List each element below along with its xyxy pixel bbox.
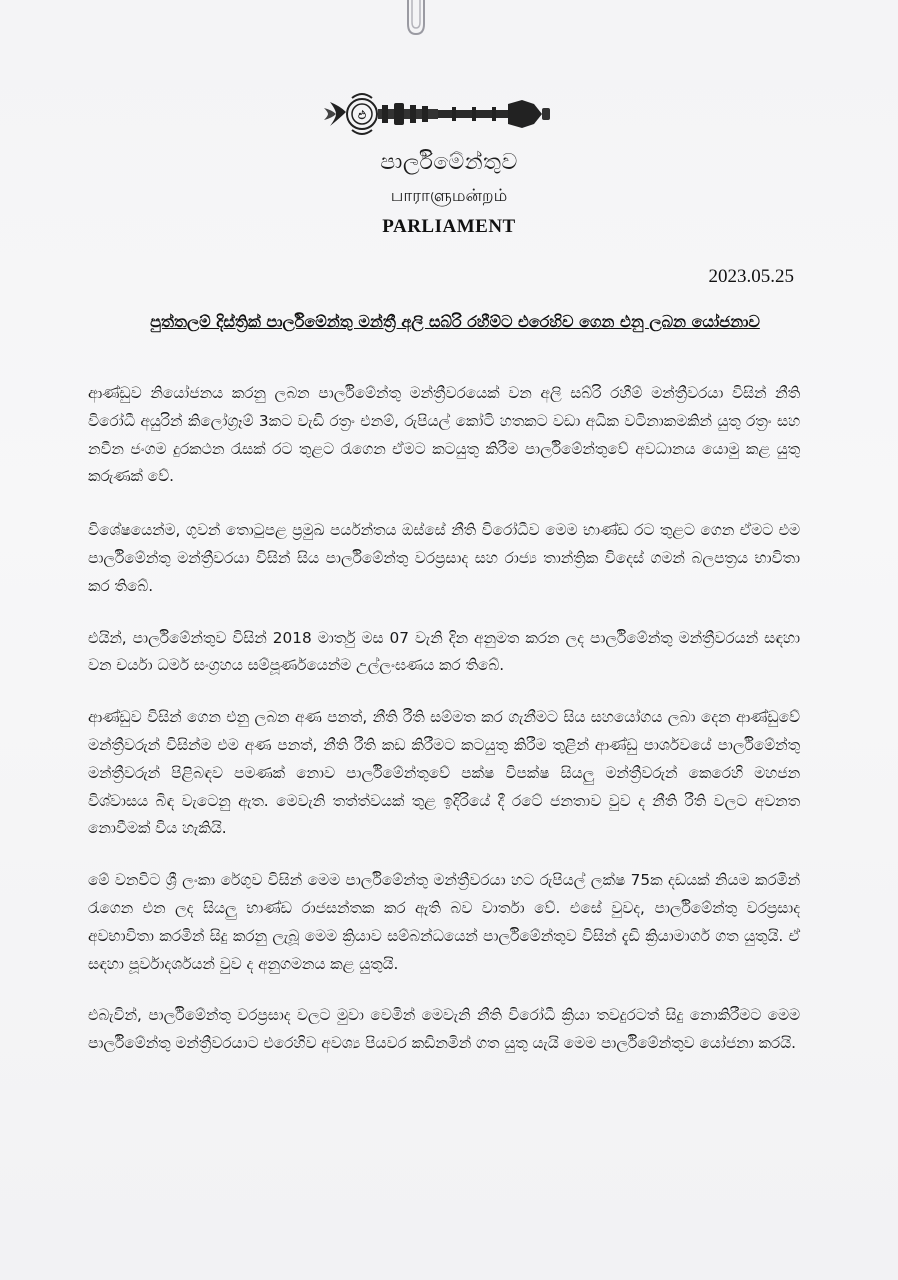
- parliament-name-sinhala: පාර්ලිමේන්තුව: [380, 150, 518, 175]
- paper-clip-icon: [402, 0, 430, 38]
- document-date: 2023.05.25: [708, 266, 794, 287]
- paragraph: ආණ්ඩුව විසින් ගෙන එනු ලබන අණ පනත්, නීති රීති සම්මත කර ගැනීමට සිය සහයෝගය ලබා දෙන ආණ්ඩුවේ මන්ත්‍රීවරුන් විසින්ම එම අණ පනත්, නීති රීති කඩ කිරීමට කටයුතු කිරීම තුළින් ආණ්ඩු පාර්ශවයේ පාර්ලිමේන්තු මන්ත්‍රීවරුන් පිළිබඳව පමණක් නොව පාර්ලිමේන්තුවේ පක්ෂ විපක්ෂ සියලු මන්ත්‍රීවරුන් කෙරෙහි මහජන විශ්වාසය බිඳ වැටෙනු ඇත. මෙවැනි තත්ත්වයක් තුළ ඉදිරියේ දී රටේ ජනතාව වුව ද නීති රීති වලට අවනත නොවීමක් විය හැකියි.: [88, 708, 800, 838]
- paragraph: එබැවින්, පාර්ලිමේන්තු වරප්‍රසාද වලට මුවා වෙමින් මෙවැනි නීති විරෝධී ක්‍රියා තවදුරටත් සිදු නොකිරීමට මෙම පාර්ලිමේන්තු මන්ත්‍රීවරයාට එරෙහිව අවශ්‍ය පියවර කඩිනමින් ගත යුතු යැයි මෙම පාර්ලිමේන්තුව යෝජනා කරයි.: [88, 1006, 800, 1053]
- motion-title: පුත්තලම් දිස්ත්‍රික් පාර්ලිමේන්තු මන්ත්‍රී අලි සබ්රි රහීම්ට එරෙහිව ගෙන එනු ලබන යෝජනාව: [150, 312, 760, 331]
- paragraph: එයින්, පාර්ලිමේන්තුව විසින් 2018 මාර්තු මස 07 වැනි දින අනුමත කරන ලද පාර්ලිමේන්තු මන්ත්‍රීවරයන් සඳහා වන චර්යා ධර්ම සංග්‍රහය සම්පූර්ණයෙන්ම උල්ලංඝණය කර තිබේ.: [88, 628, 800, 675]
- document-body: [88, 380, 800, 1082]
- paragraph: මේ වනවිට ශ්‍රී ලංකා රේගුව විසින් මෙම පාර්ලිමේන්තු මන්ත්‍රීවරයා හට රුපියල් ලක්ෂ 75ක දඩයක් නියම කරමින් රැගෙන එන ලද සියලු භාණ්ඩ රාජසන්තක කර ඇති බව වාර්තා වේ. එසේ වුවද, පාර්ලිමේන්තු වරප්‍රසාද අවභාවිතා කරමින් සිදු කරනු ලැබූ මෙම ක්‍රියාව සම්බන්ධයෙන් පාර්ලිමේන්තුව විසින් දැඩි ක්‍රියාමාර්ග ගත යුතුයි. ඒ සඳහා පූර්වාදර්ශයන් වුව ද අනුගමනය කළ යුතුයි.: [88, 871, 800, 973]
- paragraph: ආණ්ඩුව නියෝජනය කරනු ලබන පාර්ලිමේන්තු මන්ත්‍රීවරයෙක් වන අලි සබ්රි රහීම් මන්ත්‍රීවරයා විසින් නීති විරෝධී අයුරින් කිලෝග්‍රෑම් 3කට වැඩි රත්‍රං එනම්, රුපියල් කෝටි හතකට වඩා අධික වටිනාකමකින් යුතු රත්‍රං සහ නවීන ජංගම දුරකථන රැසක් රට තුළට රැගෙන ඒමට කටයුතු කිරීම පාර්ලිමේන්තුවේ අවධානය යොමු කළ යුතු කරුණක් වේ.: [88, 384, 800, 486]
- parliament-name-tamil: பாராளுமன்றம்: [390, 186, 508, 206]
- parliament-mace-emblem-icon: [322, 88, 554, 140]
- paragraph: විශේෂයෙන්ම, ගුවන් තොටුපළ ප්‍රමුඛ පර්යන්තය ඔස්සේ නීති විරෝධීව මෙම භාණ්ඩ රට තුළට ගෙන ඒමට එම පාර්ලිමේන්තු මන්ත්‍රීවරයා විසින් සිය පාර්ලිමේන්තු වරප්‍රසාද සහ රාජ්‍ය තාන්ත්‍රික විදෙස් ගමන් බලපත්‍රය භාවිතා කර තිබේ.: [88, 521, 800, 595]
- svg-text:ඵ: ඵ: [357, 108, 367, 122]
- parliament-name-english: PARLIAMENT: [382, 216, 516, 237]
